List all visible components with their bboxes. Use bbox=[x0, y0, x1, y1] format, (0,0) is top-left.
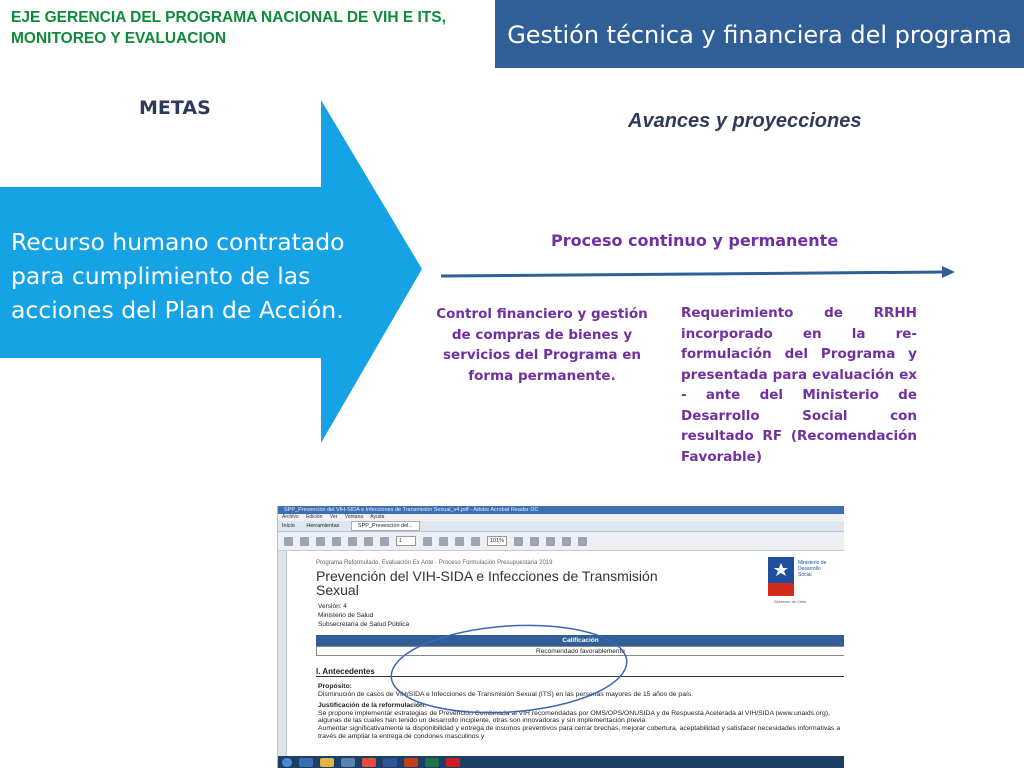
excel-icon[interactable] bbox=[425, 758, 439, 767]
progress-item-hr: Requerimiento de RRHH incorporado en la re-formulación del Programa y presentada para evaluación ex - ante del Ministerio de Desarrollo Social con resultado RF (Recomendación Favorable) bbox=[681, 305, 917, 465]
avances-label: Avances y proyecciones bbox=[628, 110, 862, 132]
goal-text: Recurso humano contratado para cumplimiento de las acciones del Plan de Acción. bbox=[11, 228, 345, 324]
ie-icon[interactable] bbox=[299, 758, 313, 767]
process-label: Proceso continuo y permanente bbox=[551, 231, 839, 250]
scroll-mode-icon[interactable] bbox=[530, 537, 539, 546]
doc-version: Versión: 4 bbox=[318, 603, 347, 610]
menu-item-edicion[interactable]: Edición bbox=[306, 514, 323, 520]
word-icon[interactable] bbox=[383, 758, 397, 767]
svg-text:Social: Social bbox=[798, 572, 812, 578]
doc-header: Programa Reformulado, Evaluación Ex Ante - Proceso Formulación Presupuestaria 2019 bbox=[316, 560, 553, 566]
calificacion-value: Recomendado favorablemente bbox=[316, 646, 844, 656]
proposito-text: Disminución de casos de VIH/SIDA e Infecciones de Transmisión Sexual (ITS) en las personas mayores de 15 años de país. bbox=[318, 690, 694, 698]
cursor-icon[interactable] bbox=[423, 537, 432, 546]
pdf-navigation-pane[interactable] bbox=[278, 551, 287, 756]
ministry-logo bbox=[768, 557, 834, 605]
upload-icon[interactable] bbox=[300, 537, 309, 546]
menu-item-archivo[interactable]: Archivo bbox=[282, 514, 299, 520]
pdf-page bbox=[288, 551, 844, 756]
chrome-icon[interactable] bbox=[362, 758, 376, 767]
folder-icon[interactable] bbox=[320, 758, 334, 767]
timeline-arrow bbox=[437, 262, 962, 282]
zoom-select[interactable]: 101% bbox=[487, 536, 507, 546]
start-icon[interactable] bbox=[282, 758, 292, 767]
doc-ministerio: Ministerio de Salud bbox=[318, 612, 374, 619]
justificacion-label: Justificación de la reformulación: bbox=[318, 702, 427, 710]
embedded-pdf-screenshot bbox=[277, 506, 844, 768]
comment-icon[interactable] bbox=[546, 537, 555, 546]
mail-icon[interactable] bbox=[332, 537, 341, 546]
pdf-menubar bbox=[278, 514, 844, 521]
menu-item-ayuda[interactable]: Ayuda bbox=[370, 514, 385, 520]
fit-page-icon[interactable] bbox=[514, 537, 523, 546]
menu-item-ventana[interactable]: Ventana bbox=[344, 514, 364, 520]
zoom-in-icon[interactable] bbox=[471, 537, 480, 546]
tab-document[interactable]: SPP_Prevención del... bbox=[351, 521, 420, 531]
header-right-title: Gestión técnica y financiera del programa bbox=[495, 0, 1024, 68]
pdf-tabs bbox=[278, 521, 844, 532]
save-icon[interactable] bbox=[284, 537, 293, 546]
sign-icon[interactable] bbox=[578, 537, 587, 546]
windows-taskbar bbox=[278, 756, 844, 768]
acrobat-icon[interactable] bbox=[446, 758, 460, 767]
hand-icon[interactable] bbox=[439, 537, 448, 546]
menu-item-ver[interactable]: Ver bbox=[329, 514, 338, 520]
metas-label: METAS bbox=[139, 97, 211, 119]
section-title: I. Antecedentes bbox=[316, 667, 844, 677]
svg-text:Desarrollo: Desarrollo bbox=[798, 566, 821, 572]
doc-subsecretaria: Subsecretaría de Salud Pública bbox=[318, 621, 410, 628]
tab-inicio[interactable]: Inicio bbox=[282, 523, 295, 529]
page-number-input[interactable]: 1 bbox=[396, 536, 416, 546]
highlight-icon[interactable] bbox=[562, 537, 571, 546]
media-icon[interactable] bbox=[341, 758, 355, 767]
page-down-icon[interactable] bbox=[380, 537, 389, 546]
highlight-circle bbox=[387, 621, 632, 716]
bullet-text: Aumentar significativamente la disponibilidad y entrega de insumos preventivos para cerrar brechas, mejorar cobertura, aceptabilidad y satisfacer necesidades informativas a través de ampliar la entrega de condones masculinos y bbox=[318, 724, 841, 740]
calificacion-header: Calificación bbox=[316, 635, 844, 646]
pdf-toolbar bbox=[278, 532, 844, 551]
powerpoint-icon[interactable] bbox=[404, 758, 418, 767]
proposito-label: Propósito: bbox=[318, 683, 352, 690]
svg-text:Ministerio de: Ministerio de bbox=[798, 560, 827, 566]
doc-title: Prevención del VIH-SIDA e Infecciones de Transmisión Sexual bbox=[316, 568, 658, 598]
header-left-title: EJE GERENCIA DEL PROGRAMA NACIONAL DE VIH E ITS, MONITOREO Y EVALUACION bbox=[0, 0, 495, 68]
print-icon[interactable] bbox=[316, 537, 325, 546]
search-icon[interactable] bbox=[348, 537, 357, 546]
pdf-window-title: SPP_Prevención del VIH-SIDA e Infecciones de Transmisión Sexual_v4.pdf - Adobe Acrobat Reader DC bbox=[278, 506, 844, 514]
page-up-icon[interactable] bbox=[364, 537, 373, 546]
tab-herramientas[interactable]: Herramientas bbox=[306, 523, 340, 529]
progress-item-financial: Control financiero y gestión de compras de bienes y servicios del Programa en forma permanente. bbox=[436, 306, 648, 384]
zoom-out-icon[interactable] bbox=[455, 537, 464, 546]
justificacion-text: Se propone implementar estrategias de Prevención Combinada al VIH recomendadas por OMS/OPS/ONUSIDA y de Respuesta Acelerada al VIH/SIDA (www.unaids.org), algunas de las cuales han tenido un desarrollo incipiente, otras son innovadoras y sin implementación previa: bbox=[318, 709, 830, 725]
svg-text:Gobierno de Chile: Gobierno de Chile bbox=[774, 599, 807, 604]
